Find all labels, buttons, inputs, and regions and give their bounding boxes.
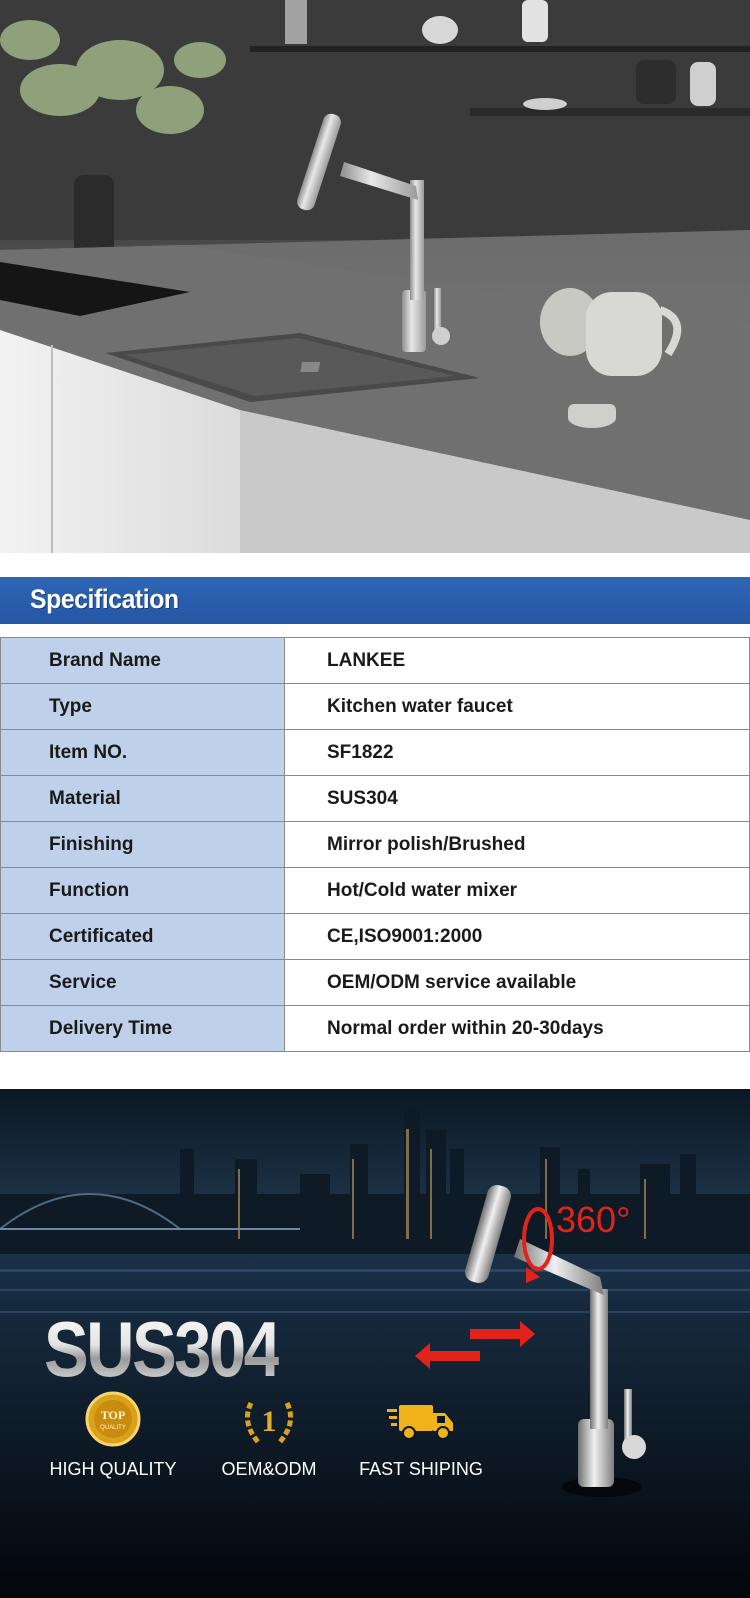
spec-value: SUS304 (285, 776, 750, 822)
table-row (1, 684, 750, 730)
spec-key: Delivery Time (1, 1006, 285, 1052)
table-row (1, 730, 750, 776)
spec-key: Certificated (1, 914, 285, 960)
spec-value: Normal order within 20-30days (285, 1006, 750, 1052)
delivery-truck-icon (385, 1389, 457, 1453)
table-row (1, 638, 750, 684)
night-city-promo (0, 1089, 750, 1598)
spec-value: SF1822 (285, 730, 750, 776)
specification-table (0, 637, 750, 1052)
feature-label: OEM&ODM (221, 1459, 317, 1479)
laurel-badge-text: 1 (261, 1405, 277, 1438)
top-quality-medal-icon (81, 1389, 145, 1453)
spec-value: OEM/ODM service available (285, 960, 750, 1006)
feature-oem-odm (194, 1389, 344, 1480)
table-row (1, 914, 750, 960)
kitchen-scene-illustration (0, 0, 750, 553)
feature-fast-shipping (346, 1389, 496, 1480)
table-row (1, 868, 750, 914)
laurel-number-one-icon (237, 1389, 301, 1453)
spec-value: LANKEE (285, 638, 750, 684)
feature-high-quality (38, 1389, 188, 1480)
spec-value: Kitchen water faucet (285, 684, 750, 730)
material-headline: SUS304 (44, 1305, 279, 1393)
medal-badge-subtext: QUALITY (100, 1425, 126, 1431)
spec-key: Service (1, 960, 285, 1006)
spec-value: Hot/Cold water mixer (285, 868, 750, 914)
feature-label: HIGH QUALITY (49, 1459, 177, 1479)
spec-key: Function (1, 868, 285, 914)
spec-value: CE,ISO9001:2000 (285, 914, 750, 960)
specification-banner (0, 577, 750, 624)
rotation-label: 360° (556, 1199, 631, 1240)
table-row (1, 960, 750, 1006)
spec-value: Mirror polish/Brushed (285, 822, 750, 868)
spec-key: Type (1, 684, 285, 730)
specification-title: Specification (30, 584, 179, 614)
feature-label: FAST SHIPING (359, 1459, 483, 1479)
table-row (1, 1006, 750, 1052)
spec-key: Material (1, 776, 285, 822)
table-row (1, 822, 750, 868)
spec-key: Brand Name (1, 638, 285, 684)
spec-key: Finishing (1, 822, 285, 868)
spec-key: Item NO. (1, 730, 285, 776)
table-row (1, 776, 750, 822)
medal-badge-text: TOP (100, 1408, 126, 1422)
hero-kitchen-photo (0, 0, 750, 553)
